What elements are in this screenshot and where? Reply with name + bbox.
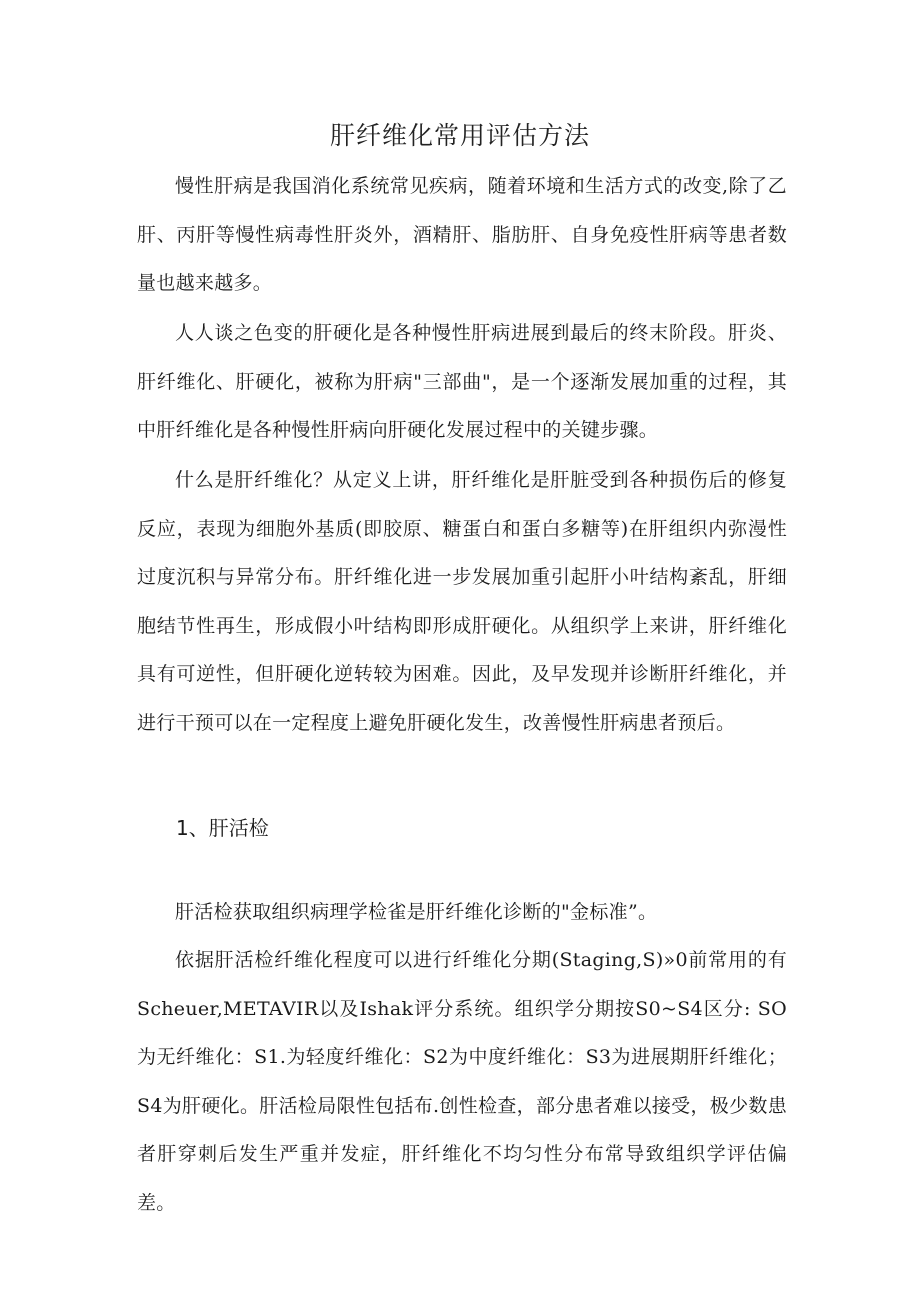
paragraph-biopsy-gold-standard: 肝活检获取组织病理学检雀是肝纤维化诊断的"金标准”。 <box>175 901 658 923</box>
paragraph-chronic-liver-disease: 慢性肝病是我国消化系统常见疾病，随着环境和生活方式的改变,除了乙肝、丙肝等慢性病毒性肝炎外，酒精肝、脂肪肝、自身免疫性肝病等患者数量也越来越多。 <box>137 175 787 294</box>
paragraph-fibrosis-definition: 什么是肝纤维化？从定义上讲，肝纤维化是肝脏受到各种损伤后的修复反应，表现为细胞外基质(即胶原、糖蛋白和蛋白多糖等)在肝组织内弥漫性过度沉积与异常分布。肝纤维化进一步发展加重引起肝小叶结构紊乱，肝细胞结节性再生，形成假小叶结构即形成肝硬化。从组织学上来讲，肝纤维化具有可逆性，但肝硬化逆转较为困难。因此，及早发现并诊断肝纤维化，并进行干预可以在一定程度上避免肝硬化发生，改善慢性肝病患者预后。 <box>137 469 787 734</box>
paragraph-cirrhosis: 人人谈之色变的肝硬化是各种慢性肝病进展到最后的终末阶段。肝炎、肝纤维化、肝硬化，被称为肝病"三部曲"，是一个逐渐发展加重的过程，其中肝纤维化是各种慢性肝病向肝硬化发展过程中的关键步骤。 <box>137 322 787 441</box>
document-title: 肝纤维化常用评估方法 <box>329 121 590 150</box>
section-heading-liver-biopsy: 1、肝活检 <box>176 816 269 840</box>
paragraph-biopsy-staging: 依据肝活检纤维化程度可以进行纤维化分期(Staging,S)»0前常用的有Scheuer,METAVIR以及Ishak评分系统。组织学分期按S0~S4区分: SO为无纤维化：S1.为轻度纤维化：S2为中度纤维化：S3为进展期肝纤维化；S4为肝硬化。肝活检局限性包括布.创性检查，部分患者难以接受，极少数患者肝穿刺后发生严重并发症，肝纤维化不均匀性分布常导致组织学评估偏差。 <box>137 949 787 1214</box>
